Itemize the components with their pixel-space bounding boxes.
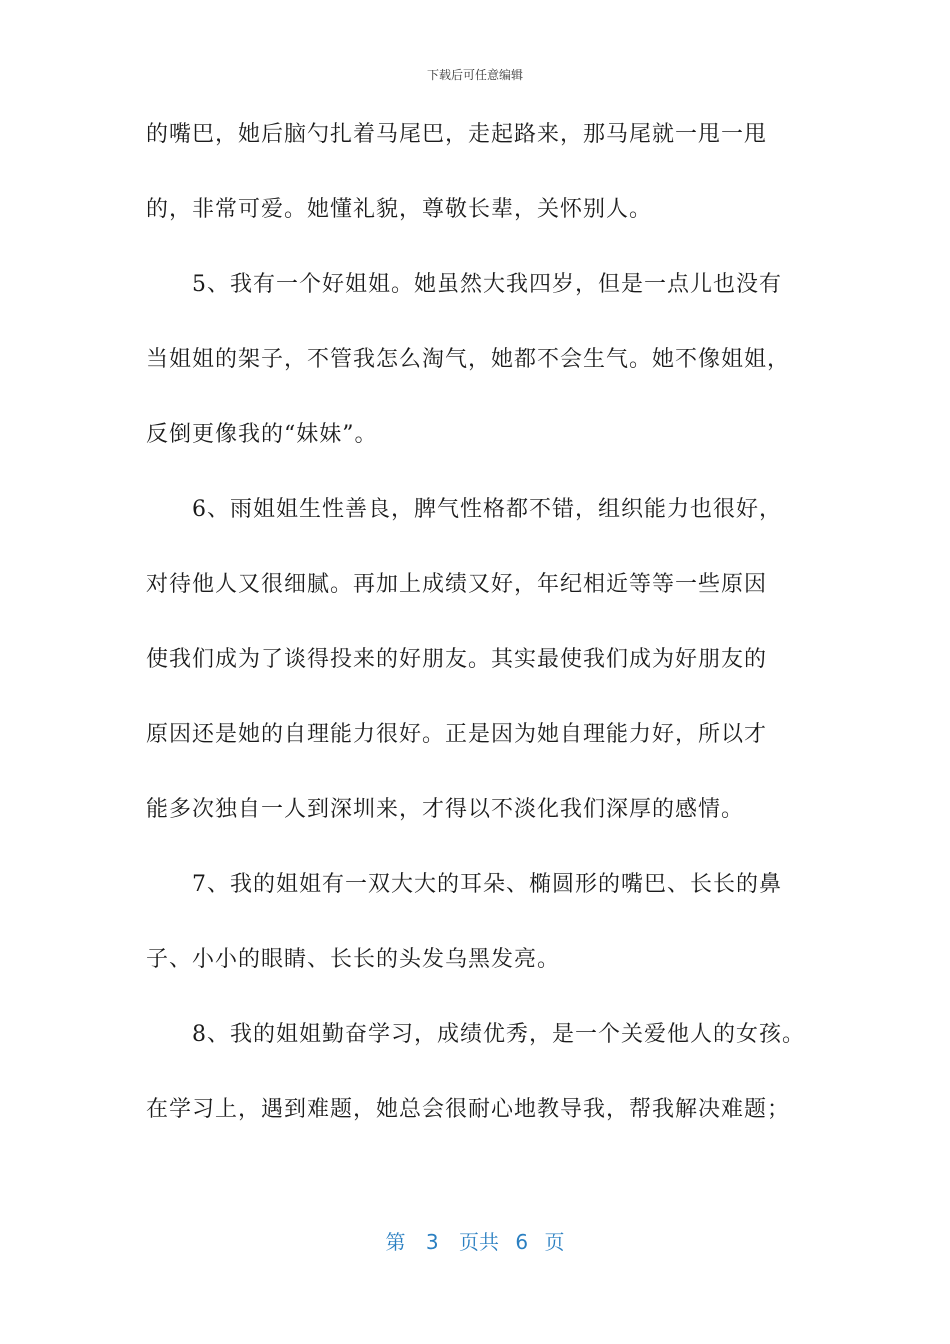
- total-page-number: 6: [515, 1230, 529, 1254]
- text-line: 对待他人又很细腻。再加上成绩又好，年纪相近等等一些原因: [146, 572, 768, 597]
- text-line: 使我们成为了谈得投来的好朋友。其实最使我们成为好朋友的: [146, 647, 768, 672]
- text-line: 当姐姐的架子，不管我怎么淘气，她都不会生气。她不像姐姐，: [146, 347, 791, 372]
- text-line: 原因还是她的自理能力很好。正是因为她自理能力好，所以才: [146, 722, 768, 747]
- text-line: 的嘴巴，她后脑勺扎着马尾巴，走起路来，那马尾就一甩一甩: [146, 122, 768, 147]
- footer-prefix: 第: [385, 1230, 406, 1254]
- text-line: 能多次独自一人到深圳来，才得以不淡化我们深厚的感情。: [146, 797, 745, 822]
- paragraph-6-start: 6、雨姐姐生性善良，脾气性格都不错，组织能力也很好，: [192, 497, 782, 522]
- paragraph-7-start: 7、我的姐姐有一双大大的耳朵、椭圆形的嘴巴、长长的鼻: [192, 872, 782, 897]
- page-header: 下载后可任意编辑: [426, 68, 523, 82]
- text-line: 的，非常可爱。她懂礼貌，尊敬长辈，关怀别人。: [146, 197, 653, 222]
- text-line: 子、小小的眼睛、长长的头发乌黑发亮。: [146, 947, 561, 972]
- footer-suffix: 页: [544, 1230, 565, 1254]
- text-line: 反倒更像我的“妹妹”。: [146, 422, 378, 447]
- footer-middle: 页共: [459, 1230, 499, 1254]
- paragraph-5-start: 5、我有一个好姐姐。她虽然大我四岁，但是一点儿也没有: [192, 272, 782, 297]
- page-footer: [0, 1226, 950, 1255]
- text-line: 在学习上，遇到难题，她总会很耐心地教导我，帮我解决难题；: [146, 1097, 791, 1122]
- current-page-number: 3: [425, 1230, 439, 1254]
- paragraph-8-start: 8、我的姐姐勤奋学习，成绩优秀，是一个关爱他人的女孩。: [192, 1022, 805, 1047]
